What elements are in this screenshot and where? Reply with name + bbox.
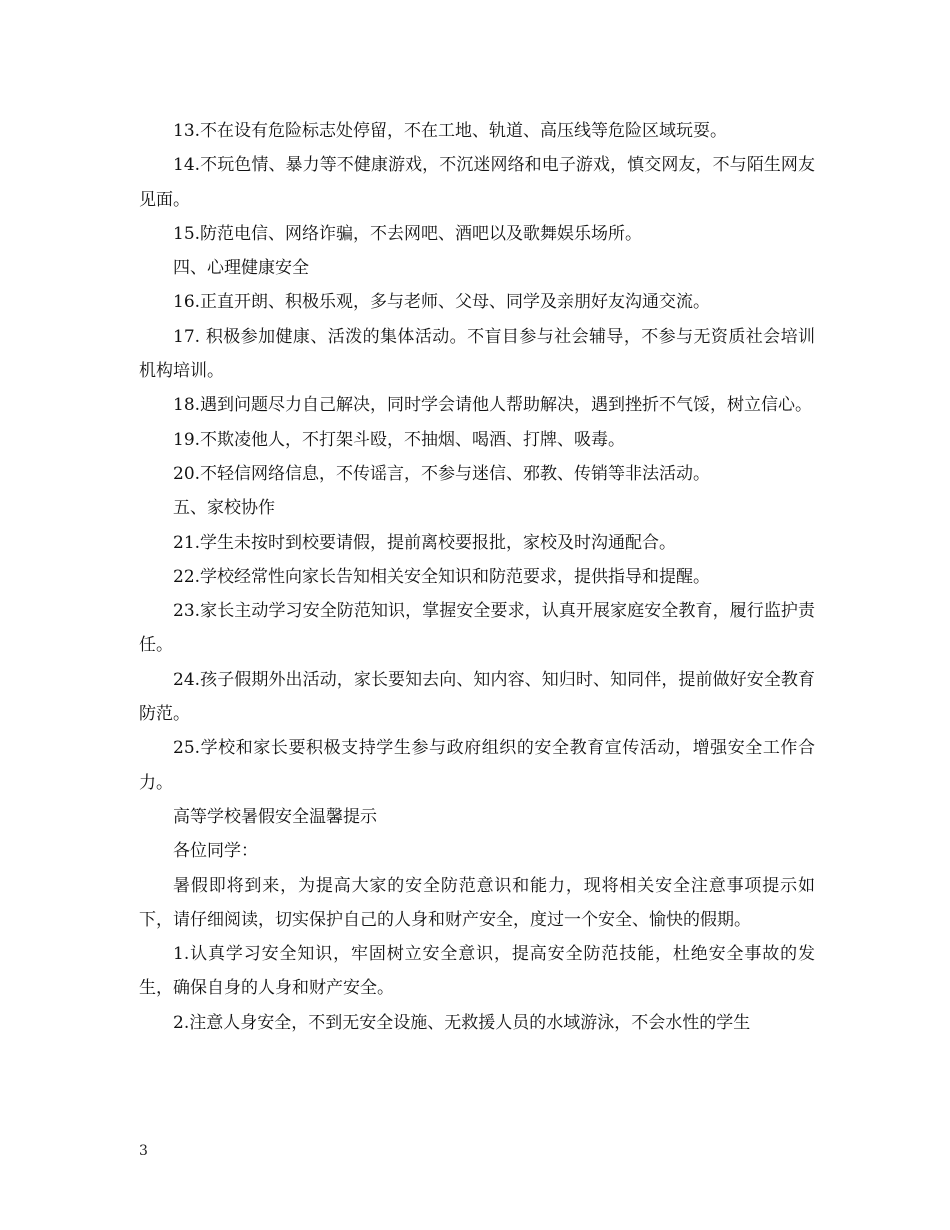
paragraph-19: 19.不欺凌他人，不打架斗殴，不抽烟、喝酒、打牌、吸毒。 [173, 429, 626, 450]
document-body [139, 114, 815, 1040]
paragraph-25: 25.学校和家长要积极支持学生参与政府组织的安全教育宣传活动，增强安全工作合力。 [139, 738, 815, 793]
page-number: 3 [139, 1143, 148, 1159]
notice-title: 高等学校暑假安全温馨提示 [173, 806, 377, 827]
section-heading-mental-health: 四、心理健康安全 [173, 258, 309, 279]
paragraph-23: 23.家长主动学习安全防范知识，掌握安全要求，认真开展家庭安全教育，履行监护责任。 [139, 601, 815, 656]
paragraph-15: 15.防范电信、网络诈骗，不去网吧、酒吧以及歌舞娱乐场所。 [173, 223, 643, 244]
paragraph-21: 21.学生未按时到校要请假，提前离校要报批，家校及时沟通配合。 [173, 532, 677, 553]
paragraph-16: 16.正直开朗、积极乐观，多与老师、父母、同学及亲朋好友沟通交流。 [173, 292, 711, 313]
paragraph-13: 13.不在设有危险标志处停留，不在工地、轨道、高压线等危险区域玩耍。 [173, 121, 728, 141]
section-heading-home-school: 五、家校协作 [173, 498, 275, 519]
notice-item-2: 2.注意人身安全，不到无安全设施、无救援人员的水域游泳，不会水性的学生 [173, 1012, 751, 1033]
paragraph-14: 14.不玩色情、暴力等不健康游戏，不沉迷网络和电子游戏，慎交网友，不与陌生网友见面。 [139, 155, 815, 210]
salutation: 各位同学： [173, 841, 258, 862]
paragraph-17: 17. 积极参加健康、活泼的集体活动。不盲目参与社会辅导，不参与无资质社会培训机构培训。 [139, 326, 815, 382]
notice-intro: 暑假即将到来，为提高大家的安全防范意识和能力，现将相关安全注意事项提示如下，请仔细阅读，切实保护自己的人身和财产安全，度过一个安全、愉快的假期。 [139, 875, 815, 930]
paragraph-18: 18.遇到问题尽力自己解决，同时学会请他人帮助解决，遇到挫折不气馁，树立信心。 [173, 395, 813, 416]
paragraph-24: 24.孩子假期外出活动，家长要知去向、知内容、知归时、知同伴，提前做好安全教育防范。 [139, 669, 815, 725]
paragraph-20: 20.不轻信网络信息，不传谣言，不参与迷信、邪教、传销等非法活动。 [173, 463, 711, 484]
paragraph-22: 22.学校经常性向家长告知相关安全知识和防范要求，提供指导和提醒。 [173, 566, 711, 587]
notice-item-1: 1.认真学习安全知识，牢固树立安全意识，提高安全防范技能，杜绝安全事故的发生，确保自身的人身和财产安全。 [139, 944, 815, 999]
